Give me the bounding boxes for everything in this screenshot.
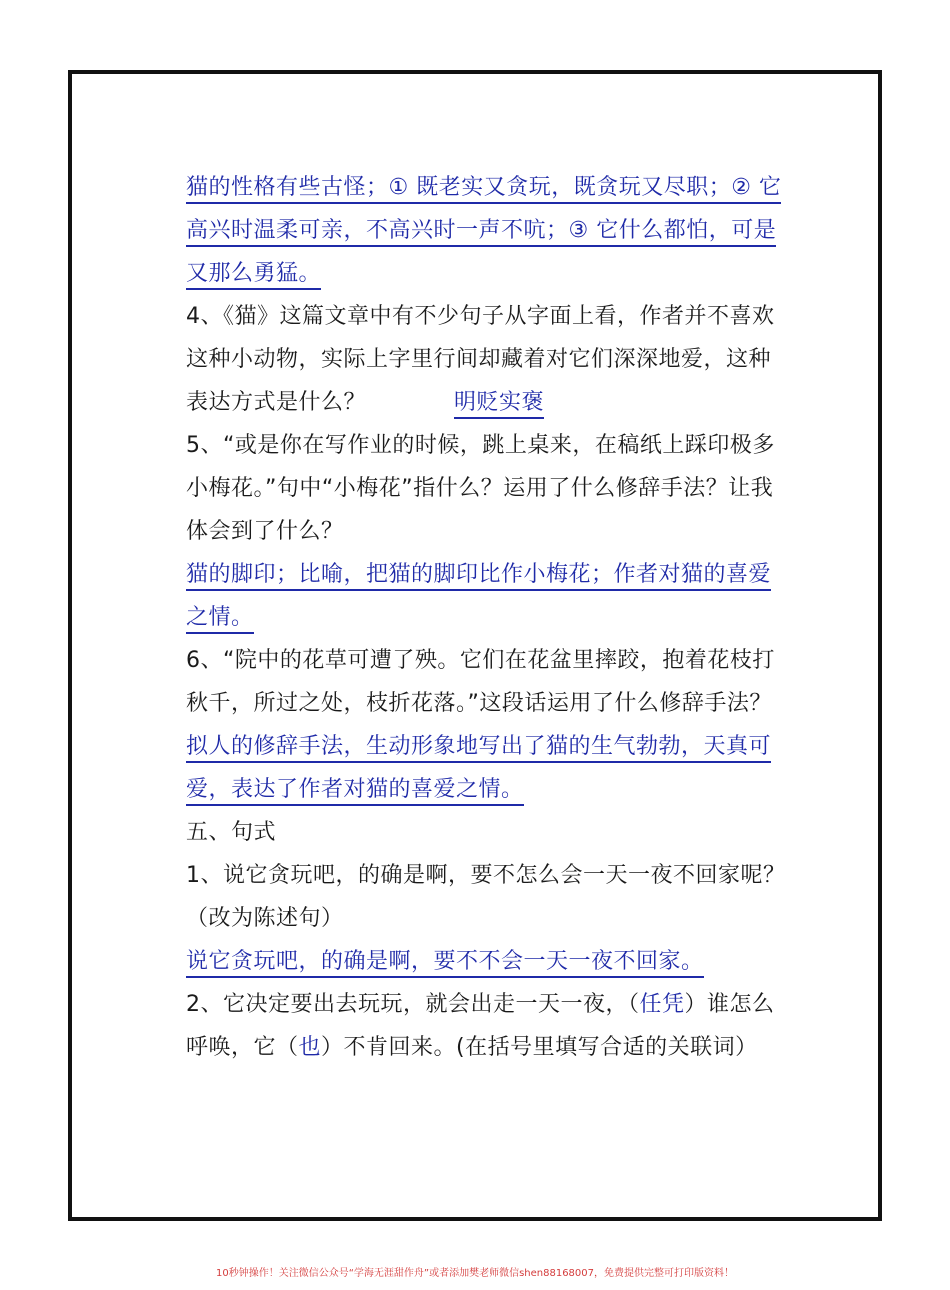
fill-in-answer: 任凭 (639, 992, 685, 1017)
document-body (186, 166, 786, 1069)
answer-line: 爱，表达了作者对猫的喜爱之情。 (186, 768, 776, 811)
question-line: 1、说它贪玩吧，的确是啊，要不怎么会一天一夜不回家呢？ (186, 863, 786, 888)
question-line: 秋千，所过之处，枝折花落。”这段话运用了什么修辞手法？ (186, 691, 772, 716)
footer-notice: 10秒钟操作！关注微信公众号“学海无涯甜作舟”或者添加樊老师微信shen88168007，免费提供完整可打印版资料！ (215, 1268, 735, 1279)
question-line: 呼唤，它（也）不肯回来。(在括号里填写合适的关联词） (186, 1035, 758, 1060)
question-line: 表达方式是什么？ 明贬实褒 (186, 381, 776, 424)
answer-line: 高兴时温柔可亲，不高兴时一声不吭；③ 它什么都怕，可是 (186, 209, 776, 252)
question-line: 小梅花。”句中“小梅花”指什么？运用了什么修辞手法？让我 (186, 476, 774, 501)
question-line: 体会到了什么？ (186, 519, 344, 544)
answer-line: 猫的性格有些古怪；① 既老实又贪玩，既贪玩又尽职；② 它 (186, 166, 776, 209)
question-line: 4、《猫》这篇文章中有不少句子从字面上看，作者并不喜欢 (186, 304, 775, 329)
section-heading: 五、句式 (186, 820, 277, 845)
answer-line: 之情。 (186, 596, 776, 639)
answer-line: 又那么勇猛。 (186, 252, 776, 295)
question-line: 5、“或是你在写作业的时候，跳上桌来，在稿纸上踩印极多 (186, 433, 775, 458)
question-line: （改为陈述句） (186, 906, 344, 931)
fill-in-answer: 也 (298, 1035, 322, 1060)
question-line: 2、它决定要出去玩玩，就会出走一天一夜，（任凭）谁怎么 (186, 992, 775, 1017)
answer-line: 说它贪玩吧，的确是啊，要不不会一天一夜不回家。 (186, 940, 776, 983)
question-line: 这种小动物，实际上字里行间却藏着对它们深深地爱，这种 (186, 347, 772, 372)
answer-line: 猫的脚印；比喻，把猫的脚印比作小梅花；作者对猫的喜爱 (186, 553, 776, 596)
question-line: 6、“院中的花草可遭了殃。它们在花盆里摔跤，抱着花枝打 (186, 648, 775, 673)
inline-answer: 明贬实褒 (454, 390, 544, 419)
answer-line: 拟人的修辞手法，生动形象地写出了猫的生气勃勃，天真可 (186, 725, 776, 768)
